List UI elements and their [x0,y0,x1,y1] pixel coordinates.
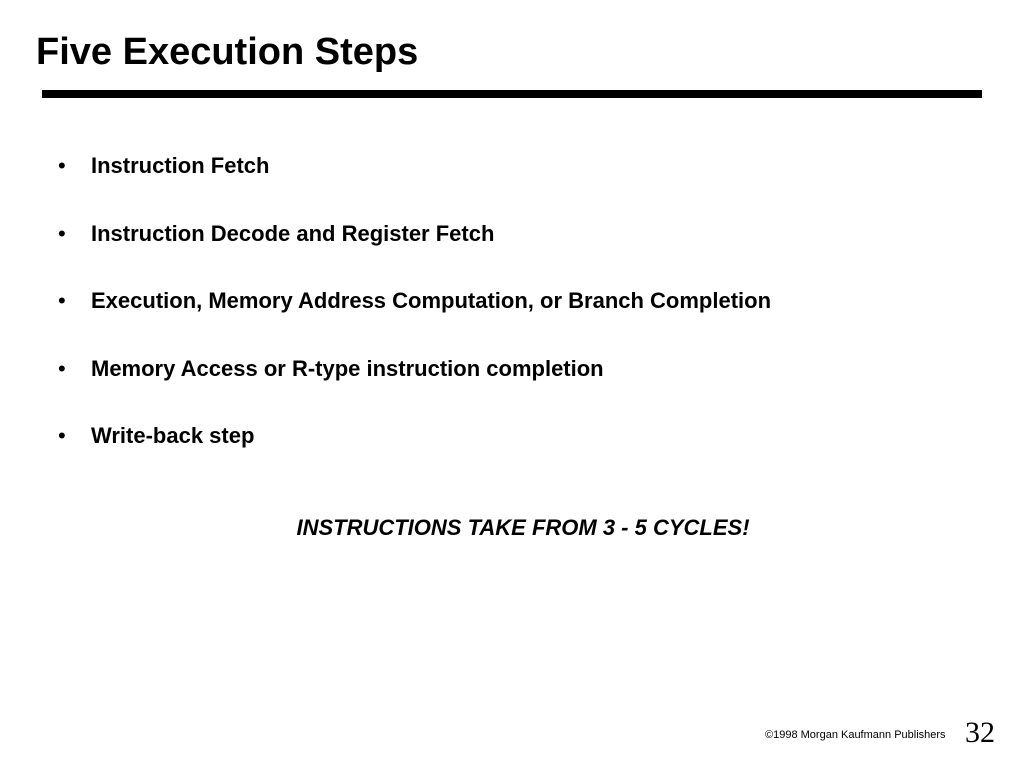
bullet-item-memory-access [58,355,604,383]
bullet-text: Memory Access or R-type instruction completion [91,356,604,381]
slide-title: Five Execution Steps [36,31,419,73]
footer-copyright [765,728,946,742]
bullet-marker-icon: • [58,221,66,246]
bullet-marker-icon: • [58,153,66,178]
bullet-text: Instruction Decode and Register Fetch [91,221,495,246]
copyright-icon: © [765,729,774,741]
page-number: 32 [965,716,995,749]
bullet-marker-icon: • [58,356,66,381]
bullet-text: Instruction Fetch [91,153,270,178]
bullet-marker-icon: • [58,423,66,448]
bullet-item-write-back [58,422,254,450]
bullet-item-instruction-fetch [58,152,269,180]
bullet-text: Execution, Memory Address Computation, or Branch Completion [91,288,772,313]
title-underline-rule [42,90,982,98]
bullet-item-execution [58,287,771,315]
bullet-text: Write-back step [91,423,255,448]
bullet-item-instruction-decode [58,220,494,248]
copyright-text: 1998 Morgan Kaufmann Publishers [773,729,946,741]
bullet-marker-icon: • [58,288,66,313]
cycles-emphasis-note: INSTRUCTIONS TAKE FROM 3 - 5 CYCLES! [296,515,750,540]
